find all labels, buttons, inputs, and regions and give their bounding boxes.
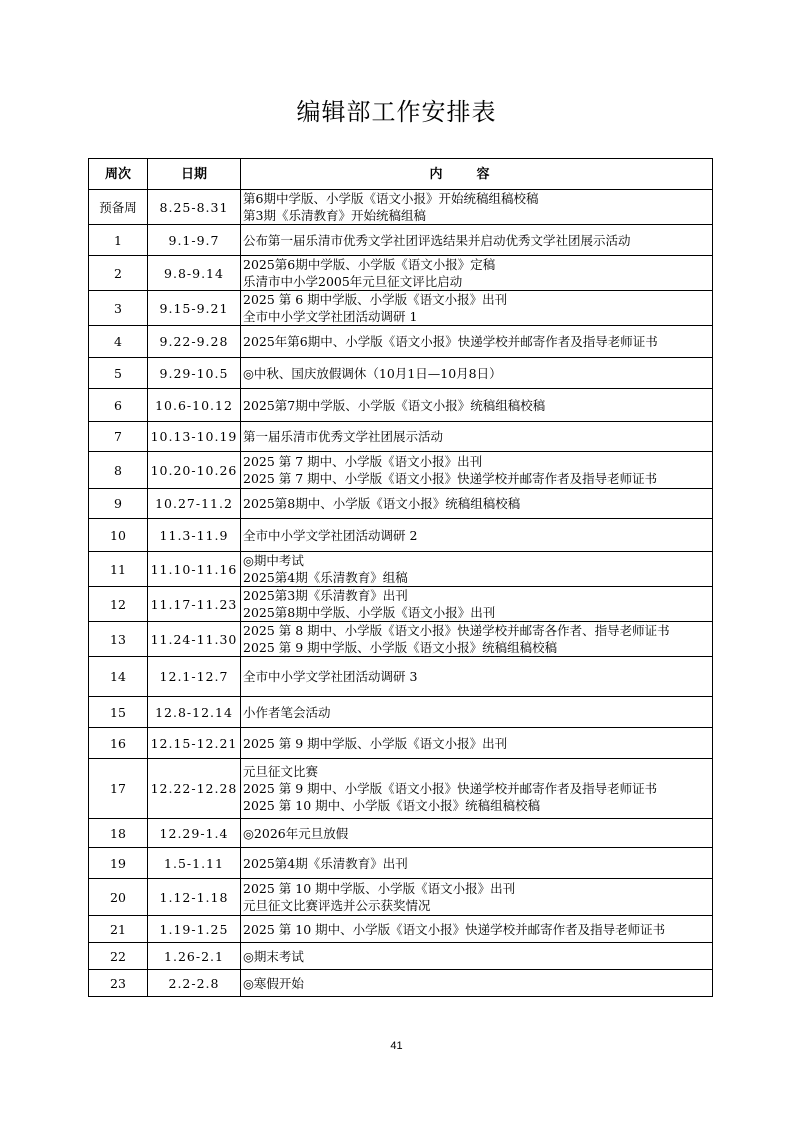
cell-week: 6 xyxy=(89,389,148,422)
cell-date: 9.1-9.7 xyxy=(148,225,241,256)
table-row xyxy=(89,848,713,879)
table-row xyxy=(89,519,713,552)
content-line: 2025 第 10 期中学版、小学版《语文小报》出刊 xyxy=(243,881,516,896)
content-line: ◎中秋、国庆放假调休（10月1日—10月8日） xyxy=(243,365,502,381)
cell-content xyxy=(241,389,713,422)
cell-week: 17 xyxy=(89,759,148,819)
content-line: 2025 第 7 期中、小学版《语文小报》出刊 xyxy=(243,454,483,469)
cell-content xyxy=(241,190,713,225)
cell-content xyxy=(241,697,713,728)
content-line: ◎2026年元旦放假 xyxy=(243,825,349,841)
content-line: 2025第4期《乐清教育》组稿 xyxy=(243,570,408,585)
content-line: 2025 第 7 期中、小学版《语文小报》快递学校并邮寄作者及指导老师证书 xyxy=(243,471,658,486)
table-row xyxy=(89,389,713,422)
cell-content xyxy=(241,759,713,819)
cell-week: 11 xyxy=(89,552,148,587)
cell-week: 9 xyxy=(89,489,148,519)
table-row xyxy=(89,552,713,587)
content-line: 全市中小学文学社团活动调研 1 xyxy=(243,309,418,324)
cell-week: 2 xyxy=(89,256,148,291)
cell-date: 12.1-12.7 xyxy=(148,657,241,697)
table-row xyxy=(89,489,713,519)
content-line: 2025 第 9 期中学版、小学版《语文小报》出刊 xyxy=(243,735,508,751)
table-row xyxy=(89,291,713,326)
table-row xyxy=(89,225,713,256)
content-line: ◎期末考试 xyxy=(243,948,304,964)
schedule-body xyxy=(89,190,713,997)
cell-content xyxy=(241,225,713,256)
content-line: 公布第一届乐清市优秀文学社团评选结果并启动优秀文学社团展示活动 xyxy=(243,232,631,248)
content-line: ◎期中考试 xyxy=(243,553,304,568)
cell-week: 5 xyxy=(89,358,148,389)
cell-date: 11.10-11.16 xyxy=(148,552,241,587)
cell-date: 10.27-11.2 xyxy=(148,489,241,519)
content-line: 2025第3期《乐清教育》出刊 xyxy=(243,588,408,603)
cell-date: 12.22-12.28 xyxy=(148,759,241,819)
cell-date: 9.29-10.5 xyxy=(148,358,241,389)
header-content: 内容 xyxy=(241,159,713,190)
cell-week: 21 xyxy=(89,916,148,943)
content-line: 2025 第 10 期中、小学版《语文小报》统稿组稿校稿 xyxy=(243,798,541,813)
content-line: 2025 第 9 期中学版、小学版《语文小报》统稿组稿校稿 xyxy=(243,640,558,655)
cell-content xyxy=(241,622,713,657)
cell-date: 10.6-10.12 xyxy=(148,389,241,422)
table-row xyxy=(89,190,713,225)
table-row xyxy=(89,622,713,657)
cell-date: 1.12-1.18 xyxy=(148,879,241,916)
content-line: 2025 第 8 期中、小学版《语文小报》快递学校并邮寄各作者、指导老师证书 xyxy=(243,623,670,638)
content-line: 元旦征文比赛评选并公示获奖情况 xyxy=(243,898,431,913)
cell-content xyxy=(241,256,713,291)
content-line: 2025第7期中学版、小学版《语文小报》统稿组稿校稿 xyxy=(243,397,546,413)
table-row xyxy=(89,879,713,916)
cell-week: 12 xyxy=(89,587,148,622)
table-row xyxy=(89,728,713,759)
cell-content xyxy=(241,657,713,697)
cell-week: 13 xyxy=(89,622,148,657)
cell-date: 11.24-11.30 xyxy=(148,622,241,657)
content-line: 全市中小学文学社团活动调研 3 xyxy=(243,669,418,684)
cell-date: 1.5-1.11 xyxy=(148,848,241,879)
cell-date: 12.29-1.4 xyxy=(148,819,241,848)
content-line: 第一届乐清市优秀文学社团展示活动 xyxy=(243,429,444,444)
header-date: 日期 xyxy=(148,159,241,190)
cell-date: 10.20-10.26 xyxy=(148,452,241,489)
table-row xyxy=(89,943,713,970)
content-line: 2025 第 6 期中学版、小学版《语文小报》出刊 xyxy=(243,292,508,307)
cell-date: 11.17-11.23 xyxy=(148,587,241,622)
cell-content xyxy=(241,452,713,489)
cell-date: 12.8-12.14 xyxy=(148,697,241,728)
content-line: 2025第8期中学版、小学版《语文小报》出刊 xyxy=(243,605,496,620)
cell-content xyxy=(241,489,713,519)
page-number: 41 xyxy=(390,1040,403,1052)
content-line: ◎寒假开始 xyxy=(243,975,304,991)
header-row xyxy=(89,159,713,190)
cell-date: 9.15-9.21 xyxy=(148,291,241,326)
cell-week: 19 xyxy=(89,848,148,879)
cell-content xyxy=(241,358,713,389)
table-row xyxy=(89,422,713,452)
table-row xyxy=(89,916,713,943)
table-row xyxy=(89,358,713,389)
table-row xyxy=(89,256,713,291)
table-row xyxy=(89,759,713,819)
cell-content xyxy=(241,728,713,759)
cell-date: 9.22-9.28 xyxy=(148,326,241,358)
content-line: 2025第4期《乐清教育》出刊 xyxy=(243,855,408,871)
cell-date: 1.19-1.25 xyxy=(148,916,241,943)
page-title: 编辑部工作安排表 xyxy=(296,98,497,126)
content-line: 2025第6期中学版、小学版《语文小报》定稿 xyxy=(243,257,496,272)
header-week: 周次 xyxy=(89,159,148,190)
cell-week: 23 xyxy=(89,970,148,997)
cell-content xyxy=(241,291,713,326)
cell-week: 1 xyxy=(89,225,148,256)
cell-content xyxy=(241,879,713,916)
cell-week: 3 xyxy=(89,291,148,326)
content-line: 第6期中学版、小学版《语文小报》开始统稿组稿校稿 xyxy=(243,191,539,206)
table-row xyxy=(89,697,713,728)
content-line: 2025第8期中、小学版《语文小报》统稿组稿校稿 xyxy=(243,496,521,511)
table-row xyxy=(89,326,713,358)
cell-week: 22 xyxy=(89,943,148,970)
content-line: 全市中小学文学社团活动调研 2 xyxy=(243,527,418,543)
content-line: 第3期《乐清教育》开始统稿组稿 xyxy=(243,208,426,223)
table-row xyxy=(89,657,713,697)
cell-week: 14 xyxy=(89,657,148,697)
content-line: 2025年第6期中、小学版《语文小报》快递学校并邮寄作者及指导老师证书 xyxy=(243,334,658,349)
cell-week: 16 xyxy=(89,728,148,759)
cell-content xyxy=(241,587,713,622)
table-row xyxy=(89,587,713,622)
cell-date: 1.26-2.1 xyxy=(148,943,241,970)
content-line: 乐清市中小学2005年元旦征文评比启动 xyxy=(243,274,463,289)
content-line: 元旦征文比赛 xyxy=(243,764,319,779)
table-row xyxy=(89,970,713,997)
cell-week: 15 xyxy=(89,697,148,728)
cell-content xyxy=(241,519,713,552)
schedule-table xyxy=(88,158,713,997)
cell-content xyxy=(241,848,713,879)
content-line: 2025 第 10 期中、小学版《语文小报》快递学校并邮寄作者及指导老师证书 xyxy=(243,921,666,937)
cell-week: 8 xyxy=(89,452,148,489)
cell-content xyxy=(241,422,713,452)
table-row xyxy=(89,452,713,489)
cell-date: 10.13-10.19 xyxy=(148,422,241,452)
cell-content xyxy=(241,943,713,970)
cell-date: 11.3-11.9 xyxy=(148,519,241,552)
cell-week: 7 xyxy=(89,422,148,452)
cell-content xyxy=(241,552,713,587)
cell-week: 10 xyxy=(89,519,148,552)
cell-content xyxy=(241,916,713,943)
cell-content xyxy=(241,970,713,997)
cell-week: 4 xyxy=(89,326,148,358)
table-row xyxy=(89,819,713,848)
cell-week: 20 xyxy=(89,879,148,916)
cell-date: 9.8-9.14 xyxy=(148,256,241,291)
cell-date: 12.15-12.21 xyxy=(148,728,241,759)
content-line: 小作者笔会活动 xyxy=(243,704,331,720)
cell-content xyxy=(241,819,713,848)
cell-week: 18 xyxy=(89,819,148,848)
cell-week: 预备周 xyxy=(89,190,148,225)
cell-date: 8.25-8.31 xyxy=(148,190,241,225)
content-line: 2025 第 9 期中、小学版《语文小报》快递学校并邮寄作者及指导老师证书 xyxy=(243,781,658,796)
cell-date: 2.2-2.8 xyxy=(148,970,241,997)
cell-content xyxy=(241,326,713,358)
